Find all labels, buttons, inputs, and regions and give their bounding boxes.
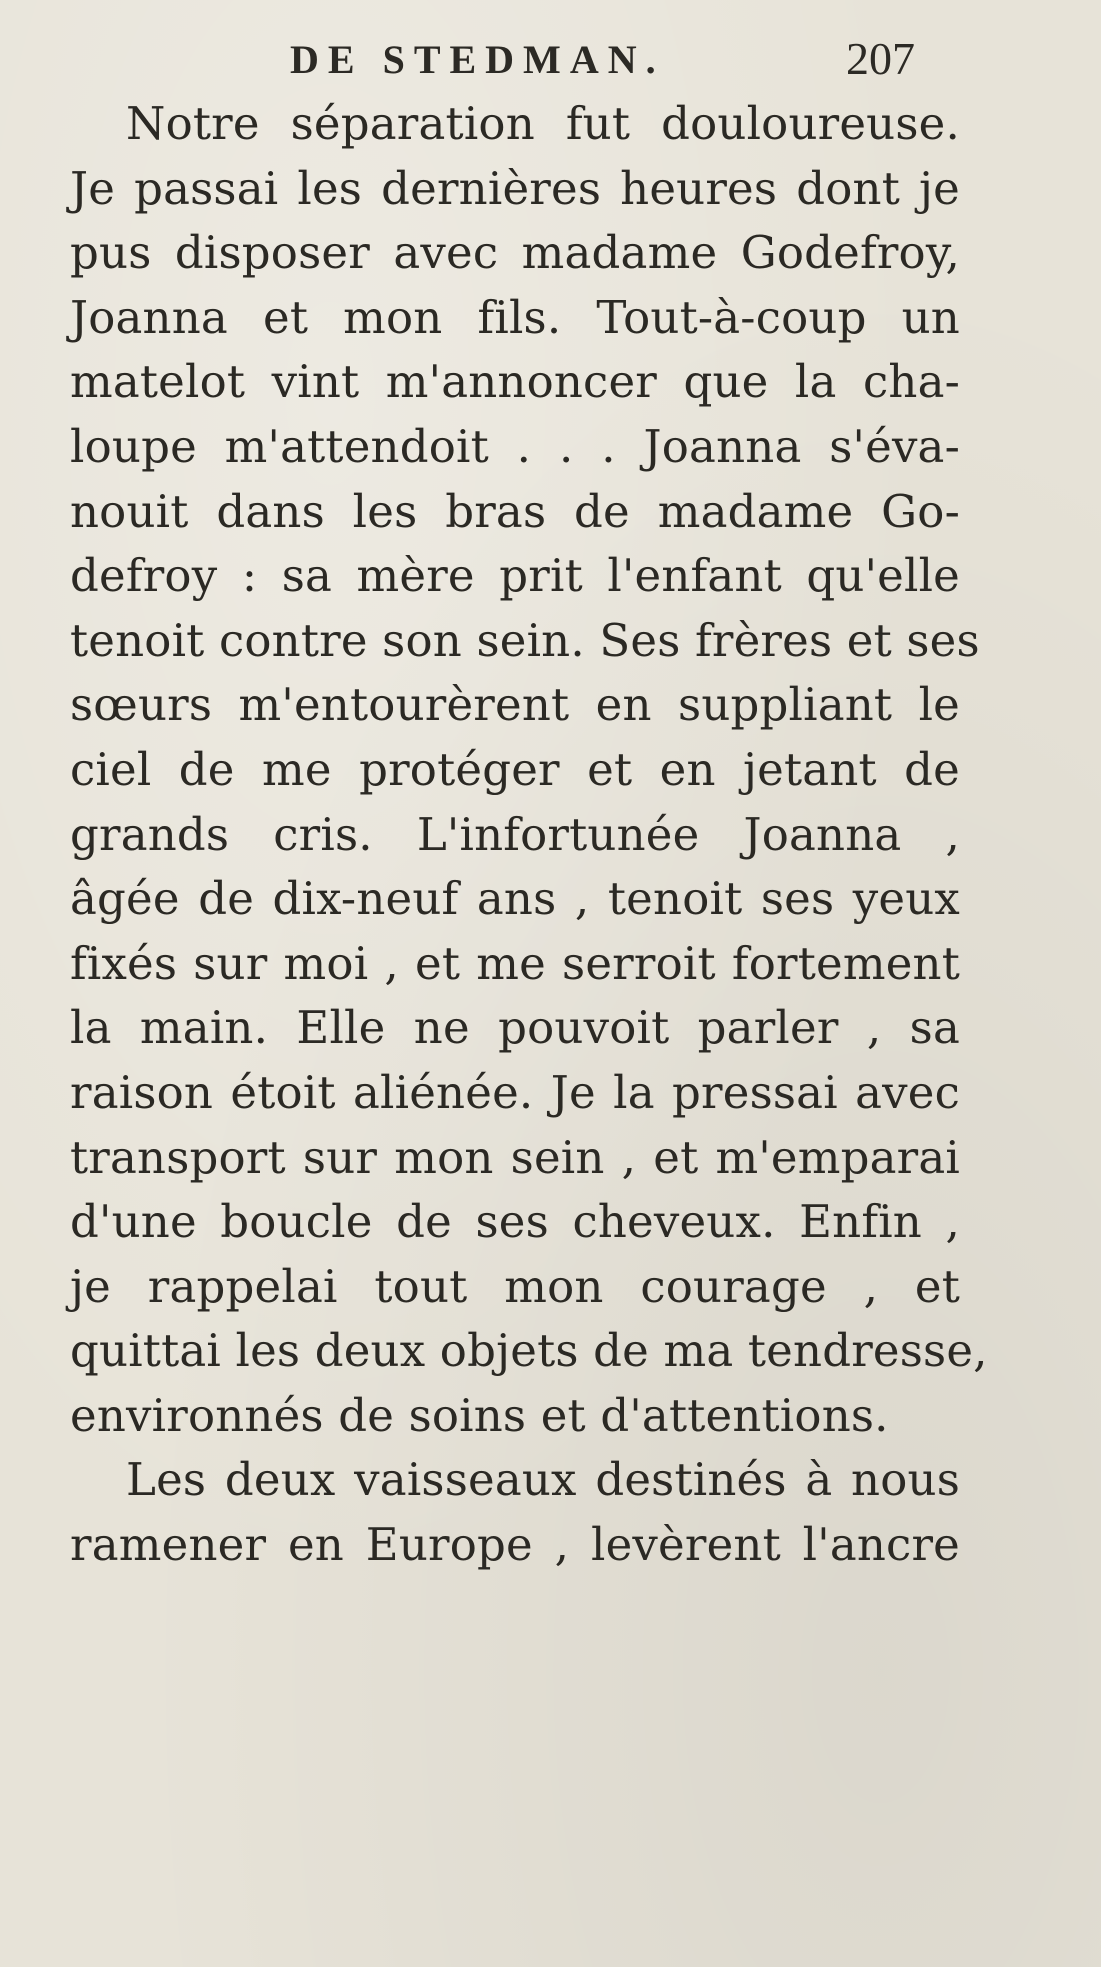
text-line: d'une boucle de ses cheveux. Enfin , (70, 1195, 960, 1249)
text-line: raison étoit aliénée. Je la pressai avec (70, 1065, 960, 1119)
text-line: transport sur mon sein , et m'emparai (70, 1130, 960, 1184)
page-number: 207 (846, 33, 915, 84)
running-title: DE STEDMAN. (290, 37, 665, 82)
text-line: Notre séparation fut douloureuse. (126, 97, 960, 150)
paragraph-1 (70, 92, 988, 1448)
text-line: sœurs m'entourèrent en suppliant le (70, 678, 960, 732)
body-text (70, 92, 988, 1578)
text-line: tenoit contre son sein. Ses frères et ses (70, 613, 980, 667)
text-line: matelot vint m'annoncer que la cha- (70, 355, 960, 409)
text-line: grands cris. L'infortunée Joanna , (70, 807, 960, 861)
text-line: pus disposer avec madame Godefroy, (70, 226, 960, 280)
text-line: Les deux vaisseaux destinés à nous (126, 1453, 960, 1507)
text-line: je rappelai tout mon courage , et (70, 1259, 960, 1313)
text-line: âgée de dix-neuf ans , tenoit ses yeux (70, 872, 960, 926)
text-line: quittai les deux objets de ma tendresse, (70, 1324, 988, 1378)
text-line: defroy : sa mère prit l'enfant qu'elle (70, 549, 960, 603)
text-line: la main. Elle ne pouvoit parler , sa (70, 1001, 960, 1055)
text-line: nouit dans les bras de madame Go- (70, 484, 960, 538)
text-line: ciel de me protéger et en jetant de (70, 742, 960, 796)
text-line: environnés de soins et d'attentions. (70, 1388, 889, 1442)
running-head (0, 28, 1101, 88)
text-line: loupe m'attendoit . . . Joanna s'éva- (70, 419, 960, 473)
paragraph-2 (70, 1448, 960, 1577)
text-line: Joanna et mon fils. Tout-à-coup un (70, 290, 960, 344)
text-line: ramener en Europe , levèrent l'ancre (70, 1518, 960, 1572)
text-line: Je passai les dernières heures dont je (70, 161, 960, 215)
text-line: fixés sur moi , et me serroit fortement (70, 936, 960, 990)
